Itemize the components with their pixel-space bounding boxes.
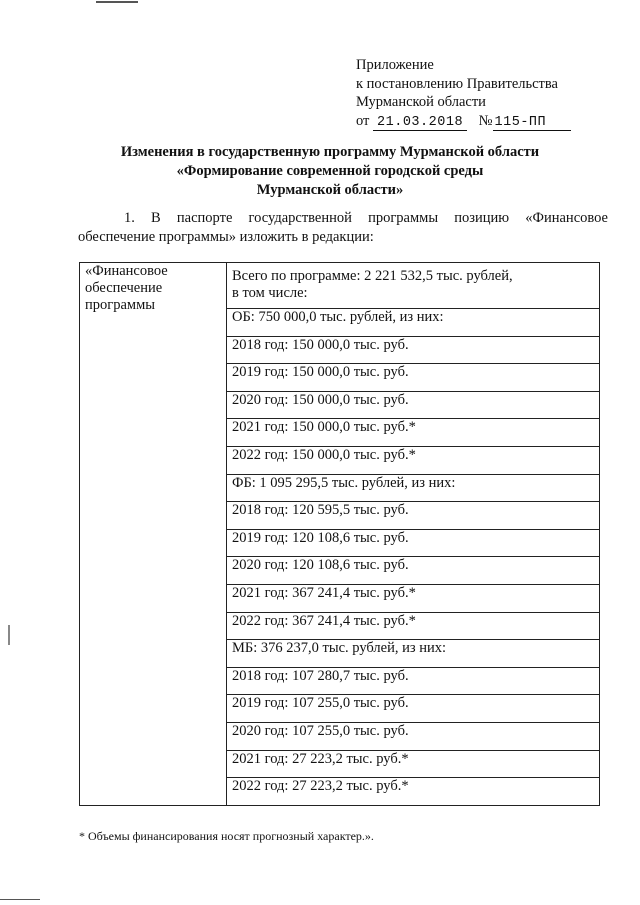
number-sign: №	[478, 112, 493, 129]
value-cell: 2019 год: 150 000,0 тыс. руб.	[227, 364, 600, 392]
value-cell: 2020 год: 150 000,0 тыс. руб.	[227, 391, 600, 419]
appendix-line-1: Приложение	[356, 57, 434, 73]
value-cell: 2021 год: 150 000,0 тыс. руб.*	[227, 419, 600, 447]
value-cell: 2018 год: 120 595,5 тыс. руб.	[227, 502, 600, 530]
total-cell	[227, 263, 600, 309]
value-cell: 2020 год: 120 108,6 тыс. руб.	[227, 557, 600, 585]
table-row	[80, 263, 600, 309]
value-cell: МБ: 376 237,0 тыс. рублей, из них:	[227, 640, 600, 668]
label-line-3: программы	[85, 297, 155, 313]
value-cell: 2022 год: 150 000,0 тыс. руб.*	[227, 446, 600, 474]
total-line-2: в том числе:	[232, 285, 308, 301]
value-cell: 2021 год: 27 223,2 тыс. руб.*	[227, 750, 600, 778]
title-line-1: Изменения в государственную программу Мурманской области	[120, 144, 540, 160]
document-number: 115-ПП	[494, 114, 547, 130]
label-line-2: обеспечение	[85, 280, 163, 296]
title-line-2: «Формирование современной городской среды	[176, 163, 484, 179]
value-cell: 2018 год: 150 000,0 тыс. руб.	[227, 336, 600, 364]
appendix-date-line	[356, 112, 606, 131]
scan-mark-bottom	[0, 899, 40, 900]
value-cell: ОБ: 750 000,0 тыс. рублей, из них:	[227, 309, 600, 337]
amendment-paragraph	[78, 209, 608, 247]
document-date: 21.03.2018	[373, 115, 467, 131]
appendix-block	[356, 56, 606, 131]
value-cell: 2019 год: 107 255,0 тыс. руб.	[227, 695, 600, 723]
scan-mark-top	[96, 1, 138, 3]
financing-table	[79, 262, 600, 806]
paragraph-line-2: обеспечение программы» изложить в редакции:	[78, 229, 374, 245]
value-cell: 2022 год: 27 223,2 тыс. руб.*	[227, 778, 600, 806]
financing-label-cell	[80, 263, 227, 806]
value-cell: ФБ: 1 095 295,5 тыс. рублей, из них:	[227, 474, 600, 502]
value-cell: 2021 год: 367 241,4 тыс. руб.*	[227, 584, 600, 612]
scan-mark-left	[8, 625, 10, 645]
value-cell: 2018 год: 107 280,7 тыс. руб.	[227, 667, 600, 695]
label-line-1: «Финансовое	[85, 263, 168, 279]
appendix-line-2: к постановлению Правительства	[356, 75, 558, 92]
value-cell: 2019 год: 120 108,6 тыс. руб.	[227, 529, 600, 557]
document-title	[60, 143, 600, 200]
title-line-3: Мурманской области»	[256, 182, 404, 198]
footnote: * Объемы финансирования носят прогнозный характер.».	[79, 829, 374, 843]
value-cell: 2020 год: 107 255,0 тыс. руб.	[227, 722, 600, 750]
appendix-line-3: Мурманской области	[356, 94, 486, 110]
paragraph-line-1: 1. В паспорте государственной программы позицию «Финансовое	[124, 210, 608, 226]
value-cell: 2022 год: 367 241,4 тыс. руб.*	[227, 612, 600, 640]
total-line-1: Всего по программе: 2 221 532,5 тыс. рублей,	[232, 268, 513, 284]
date-prefix: от	[356, 112, 370, 129]
